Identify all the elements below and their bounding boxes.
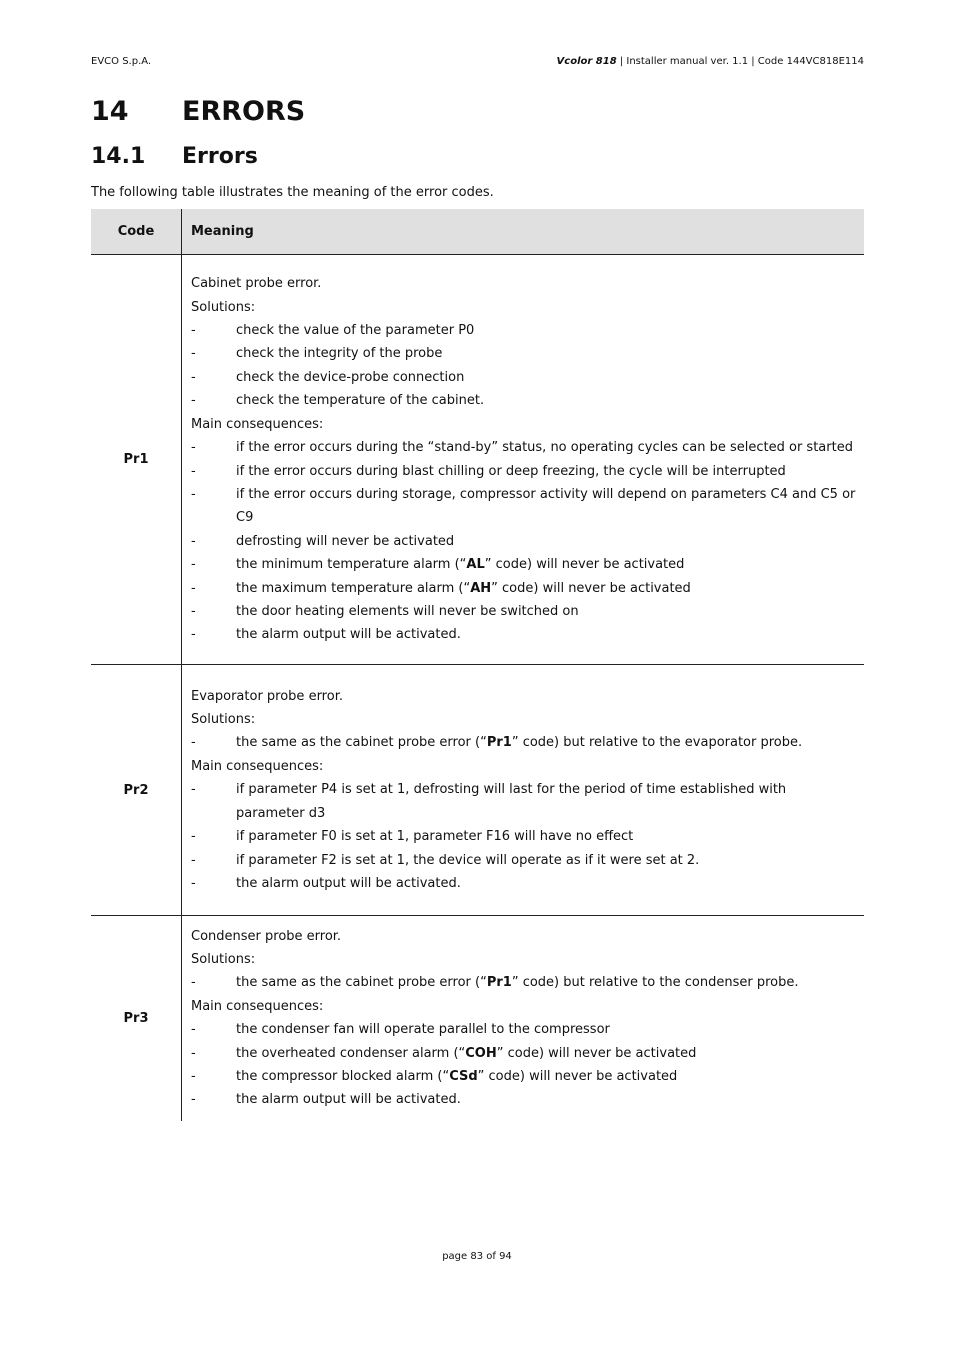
bullet-dash: - [191, 440, 196, 456]
meaning-content [191, 670, 858, 911]
text-pre: the maximum temperature alarm (“ [236, 580, 471, 596]
list-item [191, 849, 858, 872]
list-item [191, 731, 858, 754]
text-pre: the overheated condenser alarm (“ [236, 1045, 466, 1061]
meaning-content [191, 257, 858, 662]
bullet-dash: - [191, 829, 196, 845]
list-item-text: if parameter P4 is set at 1, defrosting will last for the period of time established with parameter d3 [236, 782, 787, 821]
list-item-text [236, 1065, 858, 1088]
error-title: Evaporator probe error. [191, 688, 343, 704]
error-meaning [182, 255, 865, 665]
column-header-code: Code [91, 209, 182, 255]
list-item [191, 319, 858, 342]
list-item [191, 1065, 858, 1088]
chapter-title: ERRORS [182, 96, 306, 127]
list-item-text: if the error occurs during blast chilling or deep freezing, the cycle will be interrupted [236, 463, 786, 479]
solutions-label: Solutions: [191, 299, 256, 315]
text-post: ” code) but relative to the condenser probe. [511, 975, 799, 991]
bullet-dash: - [191, 369, 196, 385]
bullet-dash: - [191, 735, 196, 751]
chapter-heading [91, 96, 305, 127]
error-meaning [182, 665, 865, 916]
list-item-text: check the integrity of the probe [236, 346, 443, 362]
list-item-text: defrosting will never be activated [236, 533, 455, 549]
list-item-text: check the temperature of the cabinet. [236, 393, 485, 409]
error-code-pr2: Pr2 [91, 665, 182, 916]
list-item-text: if parameter F2 is set at 1, the device will operate as if it were set at 2. [236, 852, 700, 868]
list-item [191, 530, 858, 553]
bullet-dash: - [191, 323, 196, 339]
list-item-text: the door heating elements will never be switched on [236, 603, 579, 619]
bullet-dash: - [191, 393, 196, 409]
list-item-text: check the value of the parameter P0 [236, 323, 475, 339]
list-item-text [236, 731, 858, 754]
list-item [191, 577, 858, 600]
error-title: Condenser probe error. [191, 928, 342, 944]
text-post: ” code) will never be activated [496, 1045, 697, 1061]
list-item [191, 623, 858, 646]
list-item [191, 342, 858, 365]
list-item [191, 483, 858, 530]
text-pre: the compressor blocked alarm (“ [236, 1069, 450, 1085]
error-meaning [182, 916, 865, 1121]
list-item [191, 872, 858, 895]
list-item [191, 460, 858, 483]
bullet-dash: - [191, 346, 196, 362]
text-post: ” code) but relative to the evaporator probe. [511, 735, 803, 751]
section-heading [91, 144, 258, 169]
list-item-text [236, 971, 858, 994]
list-item-text [236, 1042, 858, 1065]
list-item-text: if the error occurs during the “stand-by” status, no operating cycles can be selected or started [236, 440, 853, 456]
list-item [191, 1088, 858, 1111]
solutions-label: Solutions: [191, 952, 256, 968]
list-item [191, 971, 858, 994]
bullet-dash: - [191, 1022, 196, 1038]
table-row [91, 255, 864, 665]
bullet-dash: - [191, 463, 196, 479]
list-item-text: if parameter F0 is set at 1, parameter F16 will have no effect [236, 829, 634, 845]
error-title: Cabinet probe error. [191, 276, 322, 292]
bullet-dash: - [191, 852, 196, 868]
column-header-meaning: Meaning [182, 209, 865, 255]
table-row [91, 665, 864, 916]
bullet-dash: - [191, 486, 196, 502]
list-item [191, 366, 858, 389]
text-post: ” code) will never be activated [477, 1069, 678, 1085]
table-header-row [91, 209, 864, 255]
table-row [91, 916, 864, 1121]
solutions-label: Solutions: [191, 712, 256, 728]
header-doc-details: | Installer manual ver. 1.1 | Code 144VC818E114 [616, 56, 864, 67]
section-title: Errors [182, 144, 258, 169]
bullet-dash: - [191, 603, 196, 619]
text-pre: the minimum temperature alarm (“ [236, 557, 467, 573]
bullet-dash: - [191, 1069, 196, 1085]
header-product: Vcolor 818 [556, 56, 617, 67]
bullet-dash: - [191, 557, 196, 573]
list-item-text: the alarm output will be activated. [236, 875, 461, 891]
error-code-ref: Pr1 [486, 735, 512, 751]
error-code-pr1: Pr1 [91, 255, 182, 665]
error-code-ref: AH [470, 580, 492, 596]
list-item [191, 825, 858, 848]
bullet-dash: - [191, 782, 196, 798]
list-item [191, 553, 858, 576]
text-post: ” code) will never be activated [484, 557, 685, 573]
text-post: ” code) will never be activated [491, 580, 691, 596]
bullet-dash: - [191, 1045, 196, 1061]
list-item [191, 1018, 858, 1041]
error-code-pr3: Pr3 [91, 916, 182, 1121]
list-item-text: the alarm output will be activated. [236, 627, 461, 643]
intro-text: The following table illustrates the meaning of the error codes. [91, 185, 494, 200]
bullet-dash: - [191, 975, 196, 991]
error-code-ref: CSd [449, 1069, 478, 1085]
page-number: page 83 of 94 [442, 1251, 512, 1262]
bullet-dash: - [191, 580, 196, 596]
chapter-number: 14 [91, 96, 129, 127]
consequences-label: Main consequences: [191, 998, 324, 1014]
consequences-label: Main consequences: [191, 758, 324, 774]
bullet-dash: - [191, 627, 196, 643]
list-item [191, 436, 858, 459]
list-item [191, 600, 858, 623]
error-codes-table [91, 209, 864, 1121]
header-doc-info [557, 56, 864, 67]
list-item-text [236, 553, 858, 576]
text-pre: the same as the cabinet probe error (“ [236, 735, 487, 751]
header-company: EVCO S.p.A. [91, 56, 152, 67]
list-item [191, 1042, 858, 1065]
error-code-ref: Pr1 [486, 975, 512, 991]
list-item-text [236, 577, 858, 600]
bullet-dash: - [191, 1092, 196, 1108]
error-code-ref: AL [466, 557, 485, 573]
list-item [191, 778, 858, 825]
error-code-ref: COH [465, 1045, 497, 1061]
table-body [91, 255, 864, 1121]
list-item-text: check the device-probe connection [236, 369, 465, 385]
list-item-text: if the error occurs during storage, compressor activity will depend on parameters C4 and C5 or C9 [236, 486, 856, 526]
text-pre: the same as the cabinet probe error (“ [236, 975, 487, 991]
list-item [191, 389, 858, 412]
bullet-dash: - [191, 533, 196, 549]
list-item-text: the condenser fan will operate parallel to the compressor [236, 1022, 610, 1038]
consequences-label: Main consequences: [191, 416, 324, 432]
bullet-dash: - [191, 875, 196, 891]
section-number: 14.1 [91, 144, 146, 169]
meaning-content [191, 919, 858, 1118]
list-item-text: the alarm output will be activated. [236, 1092, 461, 1108]
